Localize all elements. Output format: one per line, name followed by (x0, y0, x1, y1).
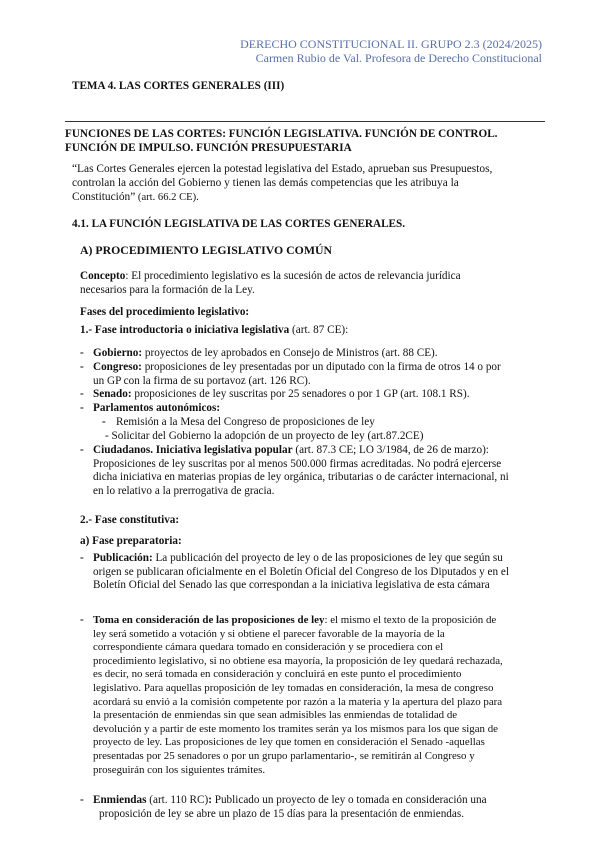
item-toma-consideracion: Toma en consideración de las proposiciones de ley: el mismo el texto de la proposición de ley será sometido a votación y si obtiene el parecer favorable de la mayoría de la correspondiente cámara quedara tomado en consideración y se procediera con el procedimiento legislativo, si no obtiene esa mayoría, la proposición de ley quedará rechazada, es decir, no será tomada en consideración y concluirá en este punto el procedimiento legislativo. Para aquellas proposición de ley tomadas en consideración, la mesa de congreso acordará su envió a la comisión competente por razón a la materia y la apertura del plazo para la presentación de enmiendas sin que sean admisibles las enmiendas de totalidad de devolución y a partir de este momento los tramites serán ya los mismos para los que sigan de proyecto de ley. Las proposiciones de ley que tomen en consideración el Senado -aquellas presentadas por 25 senadores o por un grupo parlamentario-, se remitirán al Congreso y proseguirán con los siguientes trámites. (93, 614, 503, 776)
header-course: DERECHO CONSTITUCIONAL II. GRUPO 2.3 (2024/2025) (240, 37, 542, 51)
section-4-1-title: 4.1. LA FUNCIÓN LEGISLATIVA DE LAS CORTES GENERALES. (72, 218, 406, 230)
fase-2-title: 2.- Fase constitutiva: (80, 514, 180, 526)
fase-1-title: 1.- Fase introductoria o iniciativa legislativa (art. 87 CE): (80, 324, 349, 336)
bullet-dash: - (102, 416, 106, 428)
parlamentos-sub-1: Remisión a la Mesa del Congreso de proposiciones de ley (116, 416, 375, 428)
item-publicacion: Publicación: La publicación del proyecto de ley o de las proposiciones de ley que según su origen se publicaran oficialmente en el Boletín Oficial del Congreso de los Diputados y en el Boletín Oficial del Senado las que correspondan a la iniciativa legislativa de esta cámara (93, 552, 509, 592)
divider (65, 121, 545, 122)
bullet-dash: - (80, 347, 84, 359)
item-parlamentos: Parlamentos autonómicos: (93, 402, 221, 414)
item-ciudadanos: Ciudadanos. Iniciativa legislativa popular (art. 87.3 CE; LO 3/1984, de 26 de marzo): Proposiciones de ley suscritas por al menos 500.000 firmas acreditadas. No podrá ejercerse dicha iniciativa en materias propias de ley orgánica, tributarias o de carácter internacional, ni en lo relativo a la prerrogativa de gracia. (93, 444, 509, 497)
fase-preparatoria-title: a) Fase preparatoria: (80, 535, 182, 547)
bullet-dash: - (80, 402, 84, 414)
item-senado: Senado: proposiciones de ley suscritas por 25 senadores o por 1 GP (art. 108.1 RS). (93, 388, 470, 400)
bullet-dash: - (80, 552, 84, 564)
bullet-dash: - (80, 794, 84, 806)
fases-title: Fases del procedimiento legislativo: (80, 306, 250, 318)
tema-title: TEMA 4. LAS CORTES GENERALES (III) (72, 80, 285, 92)
funciones-title: FUNCIONES DE LAS CORTES: FUNCIÓN LEGISLATIVA. FUNCIÓN DE CONTROL. FUNCIÓN DE IMPULSO. FUNCIÓN PRESUPUESTARIA (65, 128, 498, 154)
item-enmiendas: Enmiendas (art. 110 RC): Publicado un proyecto de ley o tomada en consideración una proposición de ley se abre un plazo de 15 días para la presentación de enmiendas. (93, 794, 487, 820)
quote-block: “Las Cortes Generales ejercen la potestad legislativa del Estado, aprueban sus Presupuestos, controlan la acción del Gobierno y tienen las demás competencias que les atribuya la Constitución” (art. 66.2 CE). (72, 163, 493, 203)
bullet-dash: - (80, 361, 84, 373)
bullet-dash: - (80, 388, 84, 400)
running-header (240, 37, 542, 65)
concepto-paragraph: Concepto: El procedimiento legislativo es la sucesión de actos de relevancia jurídica necesarios para la formación de la Ley. (80, 270, 461, 296)
parlamentos-sub-2: - Solicitar del Gobierno la adopción de un proyecto de ley (art.87.2CE) (105, 430, 424, 442)
header-author: Carmen Rubio de Val. Profesora de Derecho Constitucional (255, 51, 542, 65)
item-congreso: Congreso: proposiciones de ley presentadas por un diputado con la firma de otros 14 o por un GP con la firma de su portavoz (art. 126 RC). (93, 361, 501, 387)
bullet-dash: - (80, 444, 84, 456)
section-a-title: A) PROCEDIMIENTO LEGISLATIVO COMÚN (80, 243, 333, 257)
bullet-dash: - (80, 614, 84, 626)
item-gobierno: Gobierno: proyectos de ley aprobados en Consejo de Ministros (art. 88 CE). (93, 347, 438, 359)
